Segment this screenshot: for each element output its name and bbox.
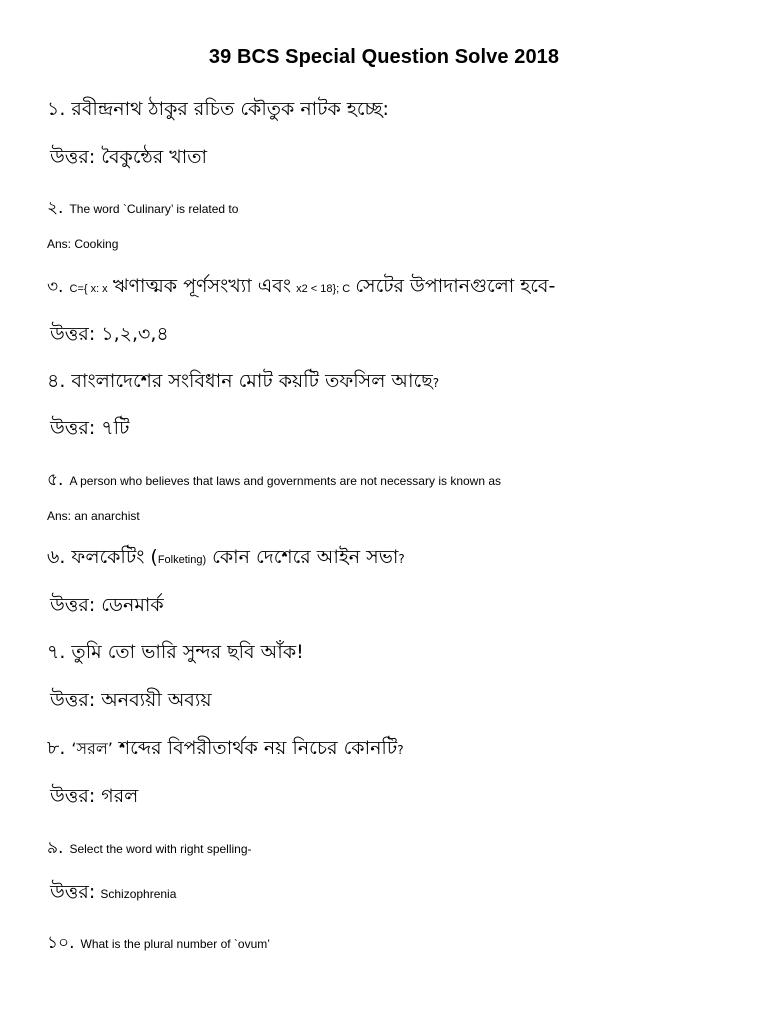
question-text-part: কোন দেশেরে আইন সভা bbox=[206, 546, 399, 568]
answer-5: Ans: an anarchist bbox=[47, 509, 140, 523]
question-text: The word `Culinary’ is related to bbox=[69, 202, 239, 216]
question-text-part: ৮. bbox=[47, 737, 72, 759]
question-text-part: শব্দের বিপরীতার্থক নয় নিচের কোনটি bbox=[112, 737, 398, 759]
question-text-part: x2 < 18}; C bbox=[296, 283, 351, 295]
question-number: ৩. bbox=[47, 277, 64, 297]
question-8 bbox=[47, 734, 404, 766]
answer-8: উত্তর: গরল bbox=[50, 785, 139, 807]
question-mark: ? bbox=[397, 743, 404, 757]
question-1: ১. রবীন্দ্রনাথ ঠাকুর রচিত কৌতুক নাটক হচ্ছে: bbox=[47, 98, 389, 120]
answer-label: উত্তর: bbox=[50, 881, 96, 903]
question-2 bbox=[47, 195, 238, 223]
question-number: ২. bbox=[47, 198, 64, 218]
answer-3: উত্তর: ১,২,৩,৪ bbox=[50, 323, 169, 345]
question-5 bbox=[47, 467, 501, 495]
question-4 bbox=[47, 367, 439, 399]
answer-4: উত্তর: ৭টি bbox=[50, 417, 130, 439]
question-9 bbox=[47, 835, 252, 863]
answer-value: Schizophrenia bbox=[100, 887, 177, 901]
answer-9 bbox=[50, 878, 176, 910]
question-text-part: Folketing) bbox=[157, 554, 207, 566]
question-6 bbox=[47, 543, 405, 575]
question-10 bbox=[47, 930, 270, 958]
page-title: 39 BCS Special Question Solve 2018 bbox=[208, 46, 560, 68]
question-number: ৯. bbox=[47, 838, 64, 858]
question-mark: ? bbox=[432, 376, 440, 390]
answer-2: Ans: Cooking bbox=[47, 237, 119, 251]
question-text: A person who believes that laws and governments are not necessary is known as bbox=[69, 474, 502, 488]
question-number: ১০. bbox=[47, 933, 75, 953]
question-text-part: সেটের উপাদানগুলো হবে- bbox=[355, 275, 556, 297]
question-text-part: ঋণাত্মক পূর্ণসংখ্যা এবং bbox=[112, 275, 291, 297]
quoted-word: ‘সরল’ bbox=[71, 739, 113, 758]
question-7: ৭. তুমি তো ভারি সুন্দর ছবি আঁক! bbox=[47, 641, 304, 663]
question-text: ৪. বাংলাদেশের সংবিধান মোট কয়টি তফসিল আছে bbox=[47, 370, 433, 392]
question-mark: ? bbox=[398, 552, 405, 566]
question-text-part: ৬. ফলকেটিং ( bbox=[47, 546, 158, 568]
answer-7: উত্তর: অনব্যয়ী অব্যয় bbox=[50, 689, 212, 711]
answer-1: উত্তর: বৈকুন্ঠের খাতা bbox=[50, 146, 207, 168]
question-text: What is the plural number of `ovum’ bbox=[80, 937, 270, 951]
question-text-part: C={ x: x bbox=[69, 283, 108, 295]
answer-6: উত্তর: ডেনমার্ক bbox=[50, 594, 164, 616]
question-3 bbox=[47, 272, 555, 304]
question-text: Select the word with right spelling- bbox=[69, 842, 252, 856]
question-number: ৫. bbox=[47, 470, 64, 490]
